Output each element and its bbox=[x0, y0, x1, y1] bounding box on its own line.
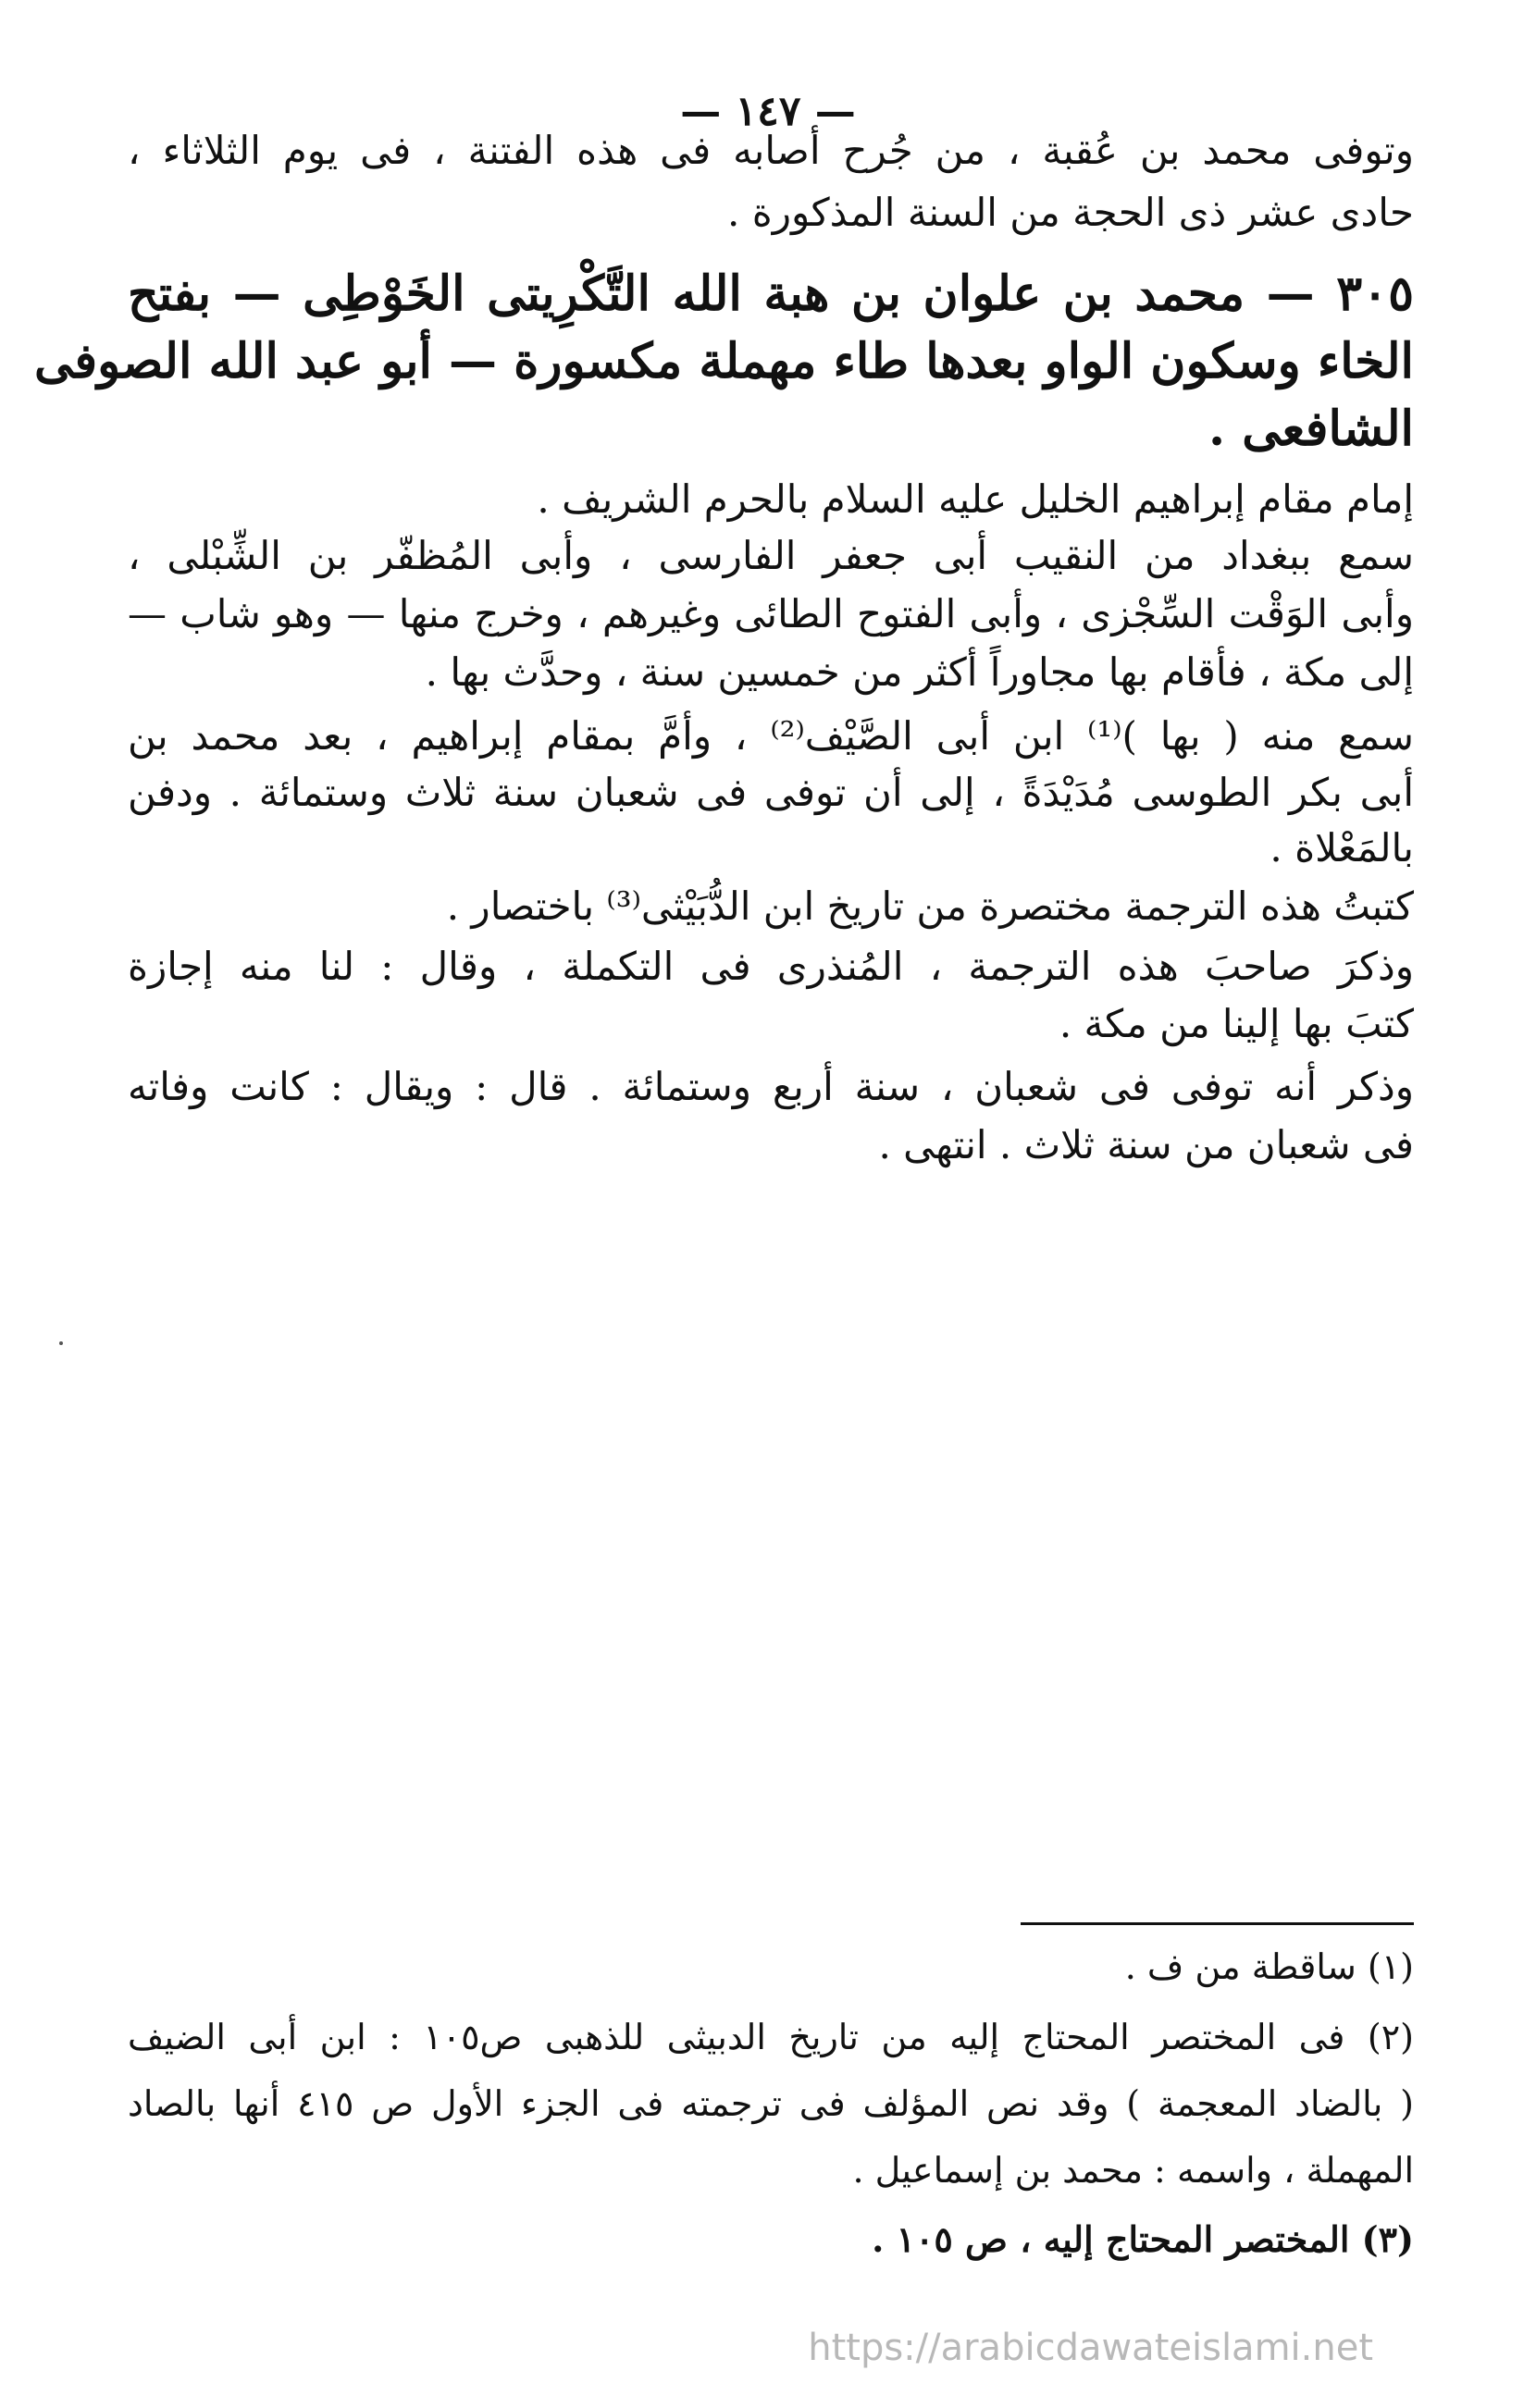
text-line-7: سمع ببغداد من النقيب أبى جعفر الفارسى ، وأبى المُظفّر بن الشِّبْلى ، bbox=[128, 533, 1414, 578]
scan-speck bbox=[59, 1341, 63, 1345]
text-line-6: إمام مقام إبراهيم الخليل عليه السلام بالحرم الشريف . bbox=[537, 476, 1414, 522]
text-line-1: وتوفى محمد بن عُقبة ، من جُرح أصابه فى هذه الفتنة ، فى يوم الثلاثاء ، bbox=[128, 128, 1414, 173]
entry-heading-line-3: الشافعى . bbox=[1208, 401, 1414, 457]
footnote-separator bbox=[1021, 1922, 1414, 1925]
footnote-3: (٣) المختصر المحتاج إليه ، ص ١٠٥ . bbox=[872, 2218, 1414, 2260]
entry-heading-line-1: ٣٠٥ — محمد بن علوان بن هبة الله التَّكْرِيتى الخَوْطِى — بفتح bbox=[128, 265, 1414, 322]
text-line-13: كتبتُ هذه الترجمة مختصرة من تاريخ ابن الدُّبَيْثى⁽³⁾ باختصار . bbox=[446, 883, 1414, 929]
footnote-2-line-2: ( بالضاد المعجمة ) وقد نص المؤلف فى ترجمته فى الجزء الأول ص ٤١٥ أنها بالصاد bbox=[128, 2083, 1414, 2124]
entry-heading-line-2: الخاء وسكون الواو بعدها طاء مهملة مكسورة — أبو عبد الله الصوفى bbox=[33, 333, 1414, 389]
text-line-11: أبى بكر الطوسى مُدَيْدَةً ، إلى أن توفى فى شعبان سنة ثلاث وستمائة . ودفن bbox=[128, 770, 1414, 815]
text-line-8: وأبى الوَقْت السِّجْزى ، وأبى الفتوح الطائى وغيرهم ، وخرج منها — وهو شاب — bbox=[128, 591, 1414, 636]
text-line-16: وذكر أنه توفى فى شعبان ، سنة أربع وستمائة . قال : ويقال : كانت وفاته bbox=[128, 1064, 1414, 1109]
text-line-10: سمع منه ( بها )⁽¹⁾ ابن أبى الصَّيْف⁽²⁾ ، وأمَّ بمقام إبراهيم ، بعد محمد بن bbox=[128, 713, 1414, 759]
text-line-12: بالمَعْلاة . bbox=[1270, 825, 1414, 871]
page-number: — ١٤٧ — bbox=[680, 88, 856, 135]
text-line-14: وذكرَ صاحبَ هذه الترجمة ، المُنذرى فى التكملة ، وقال : لنا منه إجازة bbox=[128, 944, 1414, 989]
text-line-17: فى شعبان من سنة ثلاث . انتهى . bbox=[878, 1122, 1414, 1167]
text-line-2: حادى عشر ذى الحجة من السنة المذكورة . bbox=[727, 190, 1414, 235]
footnote-2-line-1: (٢) فى المختصر المحتاج إليه من تاريخ الدبيثى للذهبى ص١٠٥ : ابن أبى الضيف bbox=[128, 2017, 1414, 2057]
watermark-url: https://arabicdawateislami.net bbox=[808, 2327, 1373, 2369]
text-line-9: إلى مكة ، فأقام بها مجاوراً أكثر من خمسين سنة ، وحدَّث بها . bbox=[425, 649, 1414, 695]
text-line-15: كتبَ بها إلينا من مكة . bbox=[1059, 1001, 1414, 1046]
footnote-1: (١) ساقطة من ف . bbox=[1124, 1946, 1414, 1987]
footnote-2-line-3: المهملة ، واسمه : محمد بن إسماعيل . bbox=[852, 2150, 1414, 2191]
